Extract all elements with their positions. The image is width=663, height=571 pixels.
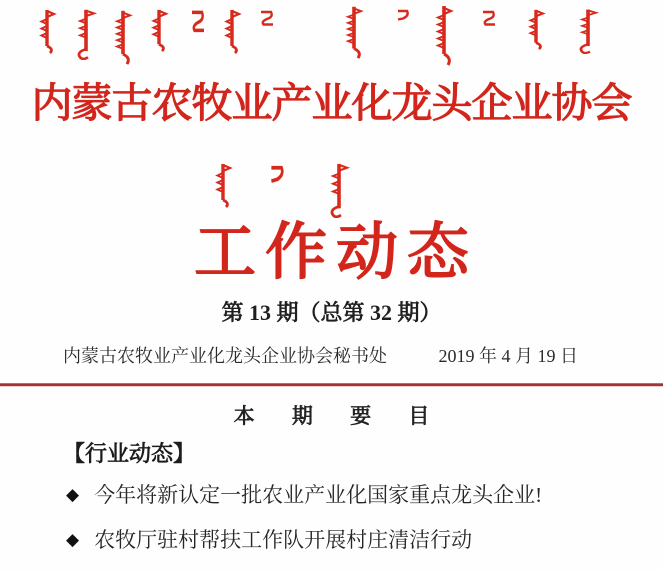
- mongolian-word-icon: [257, 9, 277, 27]
- diamond-bullet-icon: ◆: [66, 530, 80, 550]
- publisher-name: 内蒙古农牧业产业化龙头企业协会秘书处: [63, 346, 387, 366]
- mongolian-word-icon: [73, 8, 99, 60]
- org-name-title: 内蒙古农牧业产业化龙头企业协会: [31, 80, 632, 126]
- mongolian-word-icon: [212, 162, 234, 208]
- mongolian-word-icon: [268, 163, 286, 185]
- red-divider-rule: [0, 382, 663, 387]
- mongolian-word-icon: [221, 8, 243, 54]
- toc-item: [66, 527, 472, 554]
- issue-number-line: 第 13 期（总第 32 期）: [221, 300, 442, 325]
- mongolian-word-icon: [479, 9, 499, 27]
- mongolian-word-icon: [148, 8, 170, 52]
- mongolian-word-icon: [432, 4, 456, 66]
- mongolian-word-icon: [111, 9, 135, 65]
- mongolian-word-icon: [188, 8, 208, 34]
- mongolian-word-icon: [575, 8, 601, 54]
- mongolian-word-icon: [395, 8, 411, 22]
- diamond-bullet-icon: ◆: [66, 485, 80, 505]
- toc-item-text: 今年将新认定一批农业产业化国家重点龙头企业!: [94, 483, 543, 507]
- mongolian-word-icon: [525, 8, 547, 50]
- toc-section-title: 本 期 要 目: [233, 404, 446, 428]
- mongolian-word-icon: [326, 162, 352, 218]
- category-heading: 【行业动态】: [63, 441, 196, 466]
- publisher-row: [63, 343, 578, 369]
- toc-item: [66, 482, 542, 509]
- bulletin-title: 工作动态: [193, 219, 478, 287]
- publish-date: 2019 年 4 月 19 日: [438, 346, 578, 366]
- mongolian-word-icon: [342, 5, 366, 59]
- mongolian-word-icon: [36, 8, 58, 54]
- toc-item-text: 农牧厅驻村帮扶工作队开展村庄清洁行动: [94, 528, 473, 552]
